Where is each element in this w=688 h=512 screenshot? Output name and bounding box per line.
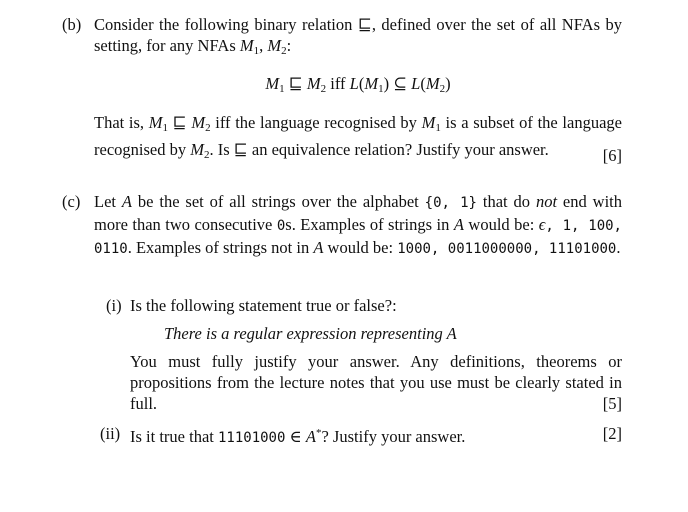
text: . Is xyxy=(209,140,234,159)
eq-sub: 1 xyxy=(279,83,285,95)
sub-i-label: (i) xyxy=(106,296,122,315)
eq-m: M xyxy=(425,74,440,93)
nfa-m2: M xyxy=(190,140,204,159)
sub-i-statement: There is a regular expression representing A xyxy=(164,324,457,343)
string-11101000: 11101000 xyxy=(217,430,286,446)
emphasis-not: not xyxy=(535,192,558,211)
zero: 0 xyxy=(276,218,286,234)
question-part-c xyxy=(62,191,622,260)
colon: : xyxy=(286,36,292,55)
part-c-text xyxy=(94,191,622,260)
part-b-intro-text-2: , defined over the set of all NFAs by setting, for any NFAs xyxy=(94,15,622,55)
text: Let xyxy=(94,192,122,211)
nfa-m1: M xyxy=(421,113,436,132)
text: Is it true that xyxy=(130,427,218,446)
text: end with more than two consecutive xyxy=(94,192,622,234)
display-equation xyxy=(94,73,622,100)
set-a: A xyxy=(453,215,464,234)
part-c-label: (c) xyxy=(62,192,81,211)
part-b-marks: [6] xyxy=(602,146,622,165)
text: . Examples of strings not in xyxy=(127,238,314,257)
relation-symbol: ⊑ xyxy=(167,113,192,132)
sub-2: 2 xyxy=(205,122,211,134)
sub-1: 1 xyxy=(162,122,168,134)
nfa-m2: M xyxy=(191,113,206,132)
text: would be: xyxy=(463,215,539,234)
examples-not-in-a: 1000, 0011000000, 11101000 xyxy=(397,241,617,257)
nfa-m1: M xyxy=(239,36,254,55)
nfa-m2: M xyxy=(267,36,282,55)
eq-paren: ( xyxy=(420,74,426,93)
element-of: ∈ xyxy=(285,427,306,446)
text: . xyxy=(616,238,621,257)
sub-2: 2 xyxy=(203,149,210,161)
eq-m: M xyxy=(364,74,379,93)
eq-sub: 2 xyxy=(439,83,446,95)
eq-paren: ( xyxy=(358,74,365,93)
eq-iff: iff xyxy=(326,74,350,93)
sub-i-question: Is the following statement true or false?: xyxy=(130,296,397,315)
part-b-intro: Consider the following binary relation ⊑, defined over the set of all NFAs by setting, for any NFAs $M_1$, $M_2$: xyxy=(94,15,622,57)
text: ? Justify your answer. xyxy=(321,427,466,446)
eq-L: L xyxy=(349,74,359,93)
question-part-b xyxy=(62,14,622,166)
eq-paren: ) xyxy=(383,74,390,93)
sub-1: 1 xyxy=(253,45,260,57)
eq-subset: ⊆ xyxy=(389,74,412,93)
text: an equivalence relation? Justify your answer. xyxy=(247,140,549,159)
relation-symbol: ⊑ xyxy=(357,15,372,34)
sub-ii-label: (ii) xyxy=(100,424,121,443)
text: s. Examples of strings in xyxy=(285,215,454,234)
set-a: A xyxy=(121,192,132,211)
sub-ii-marks: [2] xyxy=(602,424,622,443)
part-b-para2 xyxy=(94,112,622,166)
relation-symbol: ⊑ xyxy=(233,140,248,159)
subquestion-i xyxy=(100,295,622,414)
text: is a subset of the language recognised by xyxy=(94,113,622,159)
examples-in-a: , 1, 100, 0110 xyxy=(94,218,622,257)
eq-m: M xyxy=(306,74,321,93)
sub-2: 2 xyxy=(281,45,287,57)
text: that do xyxy=(477,192,536,211)
set-a: A xyxy=(305,427,316,446)
eq-sub: 2 xyxy=(320,83,327,95)
part-b-label: (b) xyxy=(62,15,82,34)
alphabet: {0, 1} xyxy=(424,195,477,211)
eq-rel: ⊑ xyxy=(284,74,307,93)
epsilon: ϵ xyxy=(538,215,546,234)
text: That is, xyxy=(94,113,149,132)
sub-i-instruction: You must fully justify your answer. Any definitions, theorems or propositions from the lecture notes that you use must be clearly stated in full. xyxy=(130,352,622,413)
subquestion-ii xyxy=(100,423,622,449)
eq-paren: ) xyxy=(445,74,451,93)
eq-sub: 1 xyxy=(378,83,384,95)
sub-1: 1 xyxy=(435,122,441,134)
kleene-star: * xyxy=(315,427,322,439)
eq-L: L xyxy=(411,74,421,93)
set-a: A xyxy=(313,238,324,257)
text: be the set of all strings over the alphabet xyxy=(131,192,425,211)
text: iff the language recognised by xyxy=(210,113,422,132)
text: would be: xyxy=(323,238,398,257)
sub-i-marks: [5] xyxy=(602,394,622,413)
part-b-intro-text-1: Consider the following binary relation xyxy=(94,15,358,34)
nfa-m1: M xyxy=(148,113,163,132)
eq-m: M xyxy=(265,74,280,93)
